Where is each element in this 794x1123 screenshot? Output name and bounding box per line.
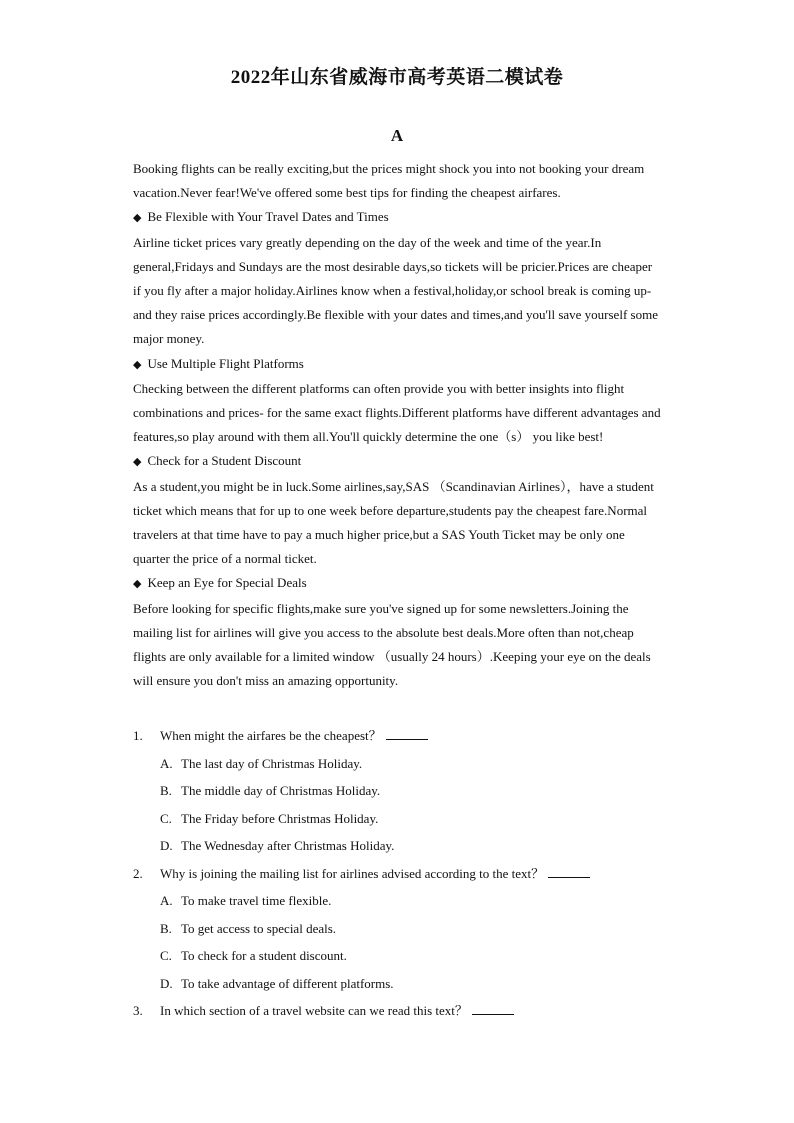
tip-paragraph-2: Checking between the different platforms can often provide you with better insights into flight combinations and prices- for the same exact flights.Different platforms have different advantages and features,so play around with them all.You'll quickly determine the one（s） you like best! [133,380,661,445]
question-text: Why is joining the mailing list for airlines advised according to the text？ [160,865,545,881]
option-1b[interactable]: B. The middle day of Christmas Holiday. [160,783,381,798]
question-number: 2. [133,865,143,881]
question-number: 1. [133,728,143,743]
tip-paragraph-3: As a student,you might be in luck.Some airlines,say,SAS （Scandinavian Airlines），have a student ticket which means that for up to one week before departure,students pay the cheapest fare.Normal travelers at that time have to pay a much higher price,but a SAS Youth Ticket may be only one quarter the price of a normal ticket. [133,478,654,567]
question-3 [133,997,661,1025]
diamond-bullet-icon: ◆ [133,358,142,371]
answer-blank[interactable] [386,727,428,740]
passage [133,157,661,693]
question-text: In which section of a travel website can we read this text？ [160,1003,468,1018]
option-2b[interactable]: B. To get access to special deals. [160,920,337,936]
option-1a[interactable]: A. The last day of Christmas Holiday. [160,755,363,771]
tip-paragraph-4: Before looking for specific flights,make sure you've signed up for some newsletters.Joining the mailing list for airlines will give you access to the absolute best deals.More often than not,cheap flights are only available for a limited window （usually 24 hours）.Keeping your eye on the deals will ensure you don't miss an amazing opportunity. [133,600,651,689]
option-2c[interactable]: C. To check for a student discount. [160,948,347,963]
question-number: 3. [133,1003,143,1018]
diamond-bullet-icon: ◆ [133,578,142,591]
tip-heading-3: ◆ Check for a Student Discount [133,453,302,469]
option-1c[interactable]: C. The Friday before Christmas Holiday. [160,810,379,826]
diamond-bullet-icon: ◆ [133,212,142,225]
question-2 [133,860,661,888]
question-1 [133,722,661,750]
option-1d[interactable]: D. The Wednesday after Christmas Holiday. [160,838,395,853]
answer-blank[interactable] [472,1002,514,1015]
diamond-bullet-icon: ◆ [133,456,142,469]
option-2d[interactable]: D. To take advantage of different platforms. [160,975,394,991]
passage-intro: Booking flights can be really exciting,but the prices might shock you into not booking your dream vacation.Never fear!We've offered some best tips for finding the cheapest airfares. [133,161,645,201]
page-title: 2022年山东省威海市高考英语二模试卷 [230,67,564,88]
tip-heading-2: ◆ Use Multiple Flight Platforms [133,355,304,371]
question-text: When might the airfares be the cheapest？ [160,728,382,743]
question-list [133,722,661,1025]
answer-blank[interactable] [548,865,590,878]
option-2a[interactable]: A. To make travel time flexible. [160,893,332,908]
tip-heading-4: ◆ Keep an Eye for Special Deals [133,575,307,591]
tip-heading-1: ◆ Be Flexible with Your Travel Dates and Times [133,209,389,225]
section-label: A [390,126,404,145]
tip-paragraph-1: Airline ticket prices vary greatly depending on the day of the week and time of the year.In general,Fridays and Sundays are the most desirable days,so tickets will be pricier.Prices are cheaper if you fly after a major holiday.Airlines know when a festival,holiday,or school break is coming up-and they raise prices accordingly.Be flexible with your dates and times,and you'll save yourself some major money. [133,234,658,347]
